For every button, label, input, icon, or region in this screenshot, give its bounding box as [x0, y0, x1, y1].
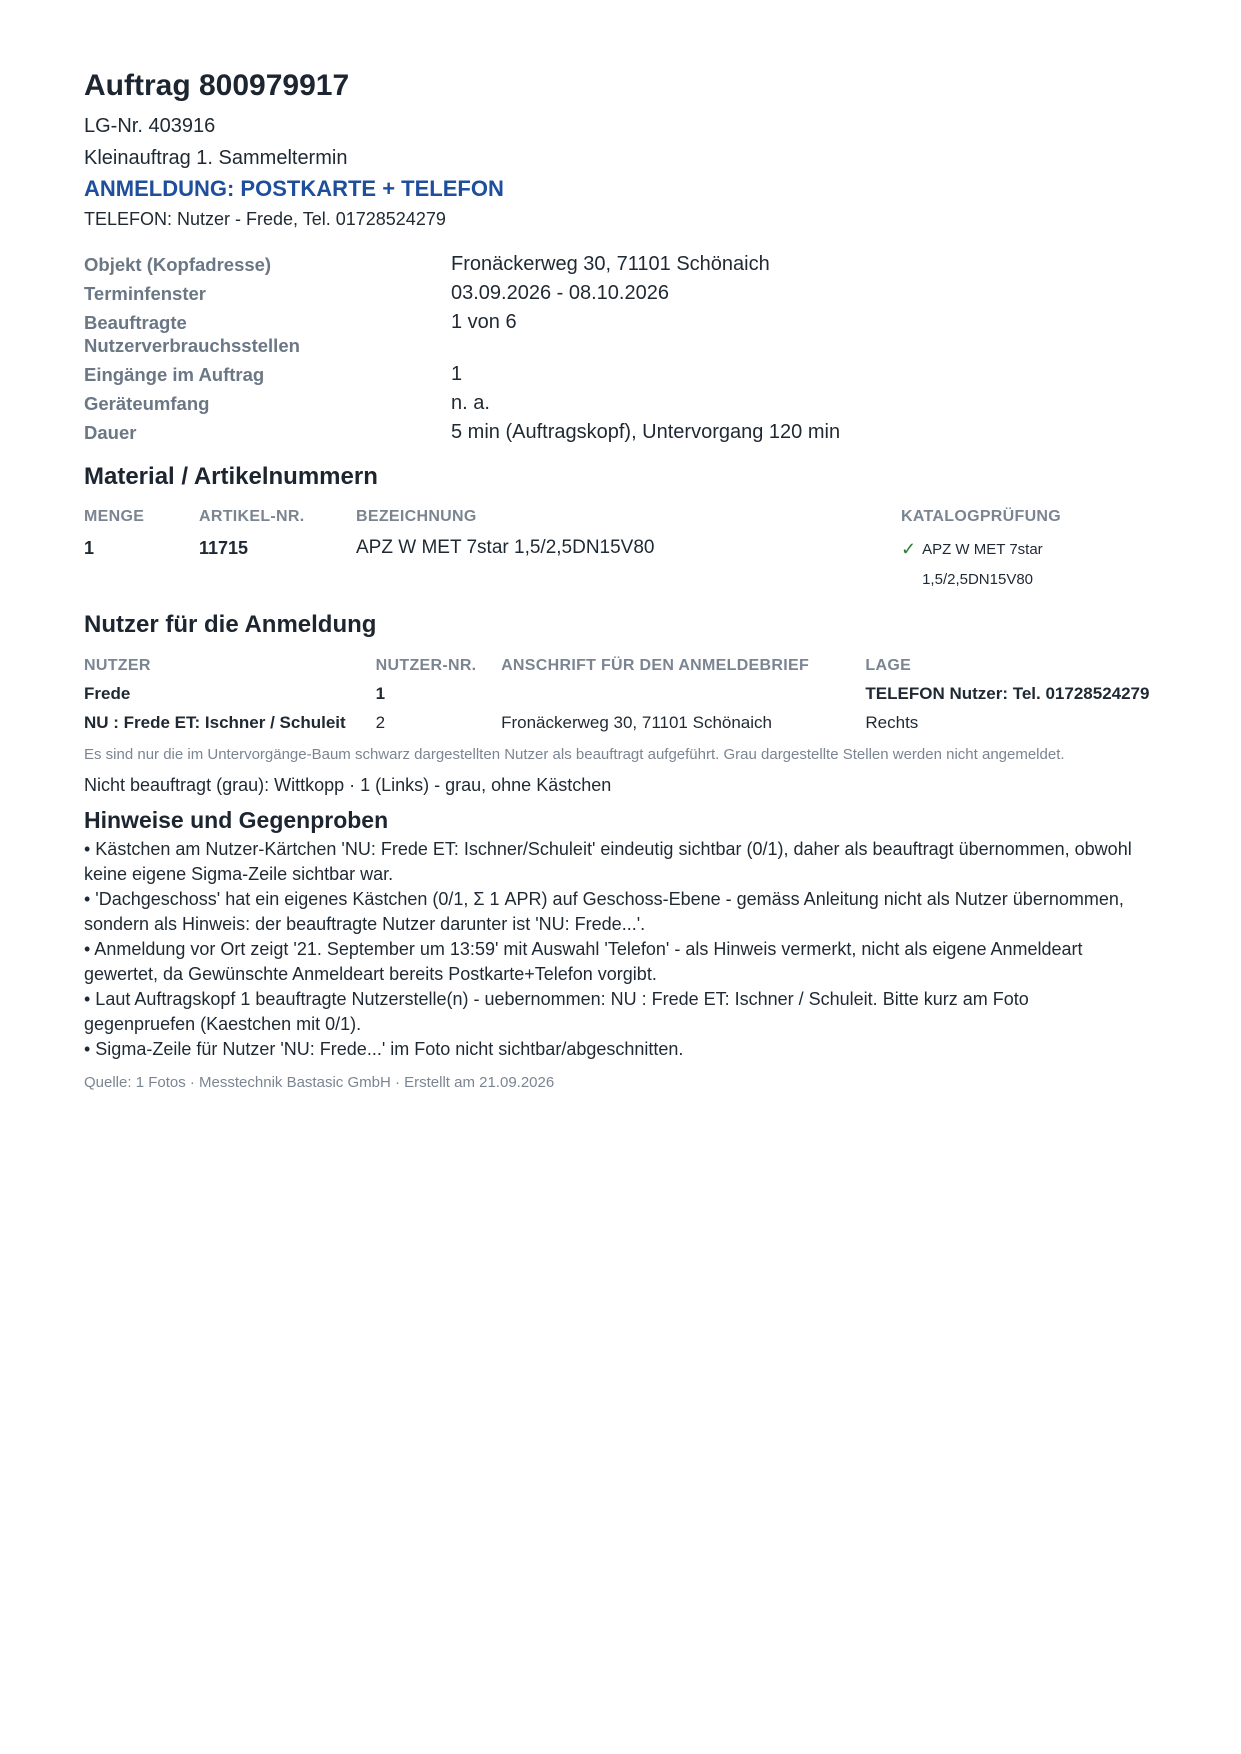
properties-table [84, 250, 1164, 447]
column-header-menge: MENGE [84, 508, 145, 525]
property-value: Fronäckerweg 30, 71101 Schönaich [451, 253, 770, 275]
table-row [84, 535, 1164, 595]
user-number: 1 [375, 683, 386, 703]
property-row [84, 279, 1164, 308]
catalog-check-text: APZ W MET 7star 1,5/2,5DN15V80 [922, 541, 1043, 588]
list-item: • Sigma-Zeile für Nutzer 'NU: Frede...' im Foto nicht sichtbar/abgeschnitten. [84, 1039, 684, 1059]
users-note: Es sind nur die im Untervorgänge-Baum schwarz dargestellten Nutzer als beauftragt aufgeführt. Grau dargestellte Stellen werden nicht angemeldet. [84, 746, 1065, 763]
footer-source: Quelle: 1 Fotos · Messtechnik Bastasic GmbH · Erstellt am 21.09.2026 [84, 1074, 555, 1091]
property-label: Terminfenster [84, 283, 206, 304]
column-header-lage: LAGE [865, 657, 912, 674]
user-name: Frede [84, 683, 131, 703]
user-number: 2 [375, 712, 386, 732]
column-header-anschrift: ANSCHRIFT FÜR DEN ANMELDEBRIEF [501, 657, 810, 674]
table-row [84, 679, 1164, 708]
material-heading: Material / Artikelnummern [84, 463, 378, 490]
page-title: Auftrag 800979917 [84, 69, 350, 102]
material-article-number: 11715 [199, 538, 249, 558]
lg-number: LG-Nr. 403916 [84, 115, 216, 137]
column-header-artikel: ARTIKEL-NR. [199, 508, 305, 525]
material-quantity: 1 [84, 538, 95, 558]
announcement-type: ANMELDUNG: POSTKARTE + TELEFON [84, 176, 504, 201]
user-location: Rechts [865, 712, 919, 732]
phone-line: TELEFON: Nutzer - Frede, Tel. 01728524279 [84, 209, 446, 229]
property-label: Beauftragte Nutzerverbrauchsstellen [84, 312, 300, 356]
column-header-bezeichnung: BEZEICHNUNG [356, 508, 477, 525]
user-name: NU : Frede ET: Ischner / Schuleit [84, 712, 346, 732]
table-row [84, 708, 1164, 737]
list-item: • Laut Auftragskopf 1 beauftragte Nutzerstelle(n) - uebernommen: NU : Frede ET: Ischner / Schuleit. Bitte kurz am Foto gegenpruefen (Kaestchen mit 0/1). [84, 989, 1029, 1034]
not-assigned-line: Nicht beauftragt (grau): Wittkopp · 1 (Links) - grau, ohne Kästchen [84, 775, 612, 795]
property-row [84, 308, 1164, 360]
column-header-nutzer-nr: NUTZER-NR. [375, 657, 477, 674]
property-row [84, 360, 1164, 389]
property-value: 5 min (Auftragskopf), Untervorgang 120 min [451, 421, 841, 443]
property-label: Geräteumfang [84, 393, 210, 414]
users-heading: Nutzer für die Anmeldung [84, 611, 377, 638]
material-table-header [84, 505, 1164, 529]
list-item: • Kästchen am Nutzer-Kärtchen 'NU: Frede ET: Ischner/Schuleit' eindeutig sichtbar (0/1), daher als beauftragt übernommen, obwohl keine eigene Sigma-Zeile sichtbar war. [84, 839, 1132, 884]
property-label: Eingänge im Auftrag [84, 364, 265, 385]
column-header-katalog: KATALOGPRÜFUNG [901, 508, 1062, 525]
property-value: 1 von 6 [451, 311, 517, 333]
property-value: n. a. [451, 392, 490, 414]
list-item: • 'Dachgeschoss' hat ein eigenes Kästchen (0/1, Σ 1 APR) auf Geschoss-Ebene - gemäss Anleitung nicht als Nutzer übernommen, sondern als Hinweis: der beauftragte Nutzer darunter ist 'NU: Frede...'. [84, 889, 1124, 934]
material-description: APZ W MET 7star 1,5/2,5DN15V80 [356, 537, 655, 558]
user-address: Fronäckerweg 30, 71101 Schönaich [501, 712, 772, 732]
property-row [84, 418, 1164, 447]
order-kind: Kleinauftrag 1. Sammeltermin [84, 147, 348, 169]
property-label: Objekt (Kopfadresse) [84, 254, 272, 275]
check-icon: ✓ [901, 539, 917, 559]
property-row [84, 389, 1164, 418]
user-location: TELEFON Nutzer: Tel. 01728524279 [865, 683, 1150, 703]
property-row [84, 250, 1164, 279]
users-table-header [84, 653, 1164, 679]
catalog-check [901, 535, 1161, 595]
property-value: 1 [451, 363, 463, 385]
list-item: • Anmeldung vor Ort zeigt '21. September um 13:59' mit Auswahl 'Telefon' - als Hinweis vermerkt, nicht als eigene Anmeldeart gewertet, da Gewünschte Anmeldeart bereits Postkarte+Telefon vorgibt. [84, 939, 1083, 984]
property-label: Dauer [84, 422, 137, 443]
document-content [84, 62, 1164, 1094]
hints-list [84, 837, 1164, 1062]
hints-heading: Hinweise und Gegenproben [84, 807, 389, 833]
column-header-nutzer: NUTZER [84, 657, 151, 674]
property-value: 03.09.2026 - 08.10.2026 [451, 282, 669, 304]
